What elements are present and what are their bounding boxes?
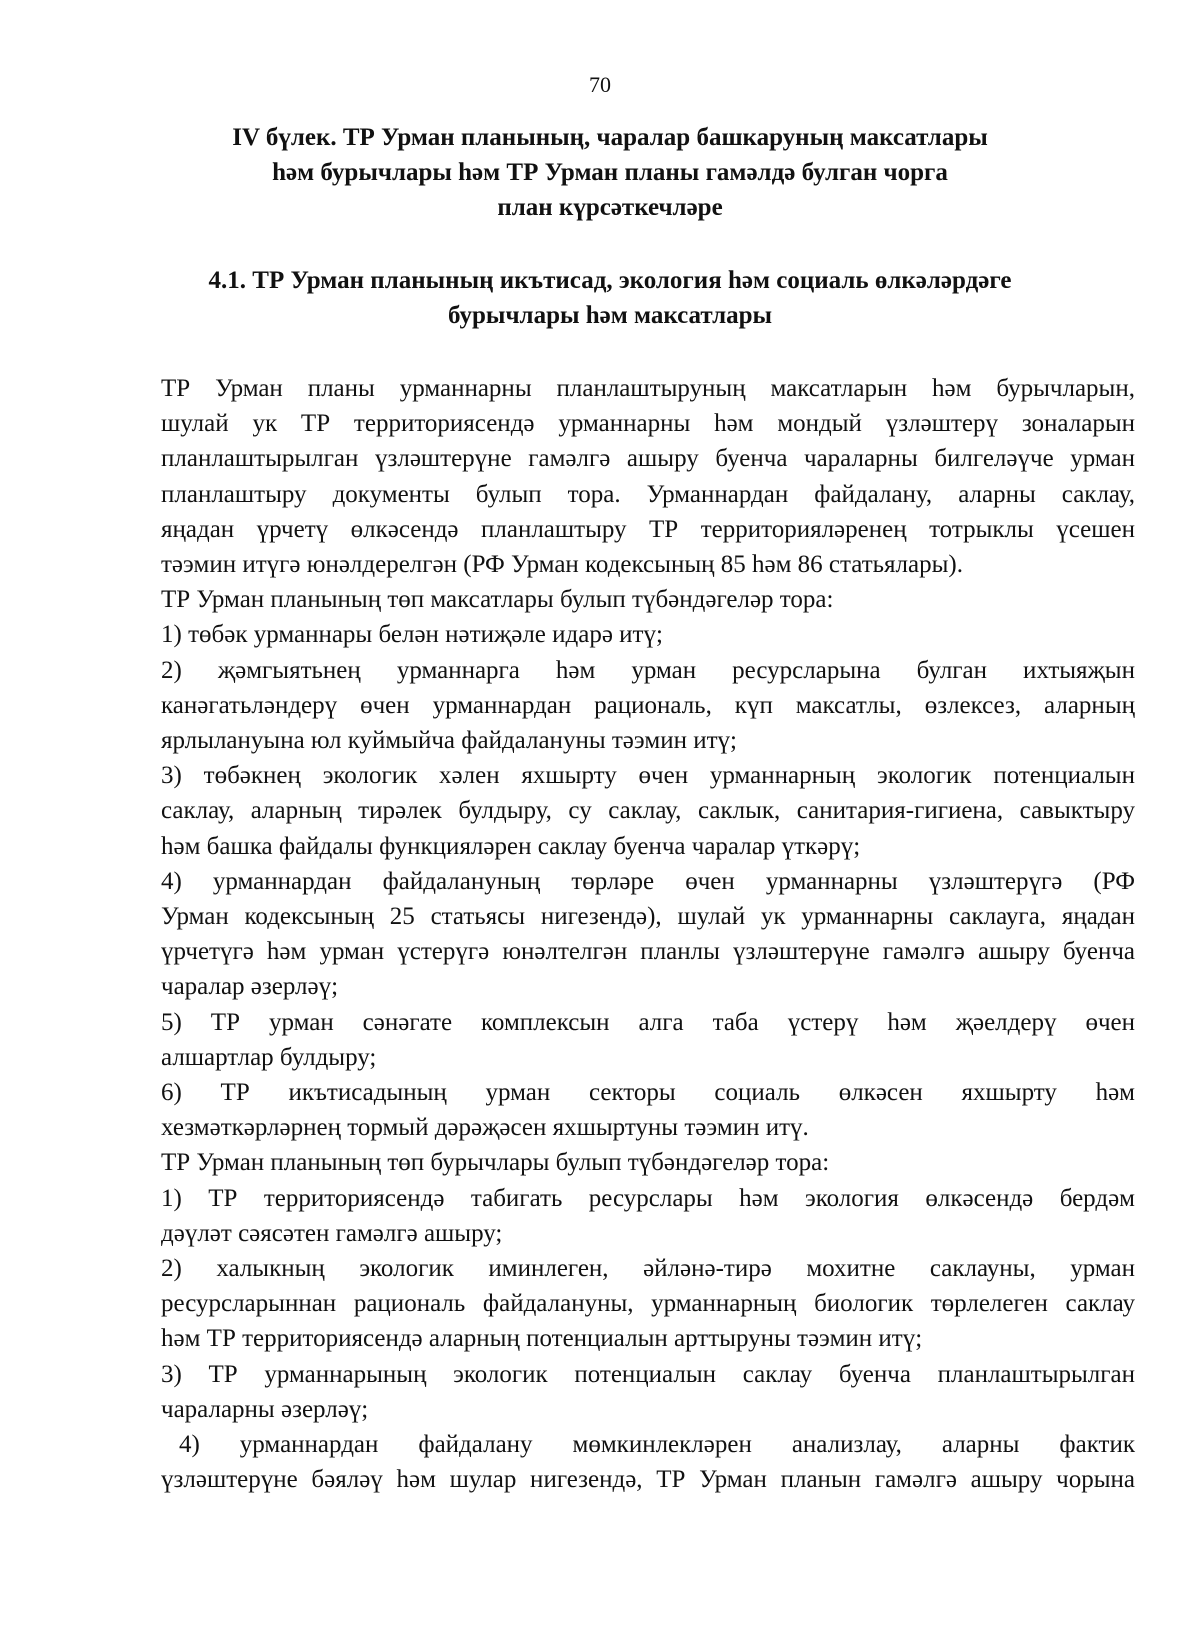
text-line: 2) халыкның экологик иминлеген, әйләнә-тирә мохитне саклауны, урман	[161, 1255, 1135, 1283]
text-line: 3) ТР урманнарының экологик потенциалын саклау буенча планлаштырылган	[161, 1360, 1135, 1388]
chapter-heading-line: план күрсәткечләре	[497, 194, 723, 221]
text-line: ТР Урман планының төп максатлары булып түбәндәгеләр тора:	[161, 586, 834, 614]
text-line: чараларны әзерләү;	[161, 1395, 369, 1423]
page-number: 70	[589, 72, 611, 97]
body-paragraph	[93, 1005, 1135, 1075]
text-line: 6) ТР икътисадының урман секторы социаль өлкәсен яхшырту һәм	[161, 1079, 1135, 1107]
chapter-heading	[90, 120, 1130, 225]
text-line: 1) төбәк урманнары белән нәтиҗәле идарә итү;	[161, 621, 663, 649]
text-line: Урман кодексының 25 статьясы нигезендә), шулай ук урманнарны саклауга, яңадан	[161, 903, 1135, 931]
text-line: планлаштыру документы булып тора. Урманнардан файдалану, аларны саклау,	[161, 480, 1135, 508]
text-line: 1) ТР территориясендә табигать ресурслары һәм экология өлкәсендә бердәм	[161, 1184, 1135, 1212]
text-line: канәгатьләндерү өчен урманнардан рациональ, күп максатлы, өзлексез, аларның	[161, 691, 1135, 719]
text-line: үзләштерүне бәяләү һәм шулар нигезендә, ТР Урман планын гамәлгә ашыру чорына	[161, 1466, 1135, 1494]
text-line: 3) төбәкнең экологик хәлен яхшырту өчен урманнарның экологик потенциалын	[161, 762, 1135, 790]
body-paragraph	[93, 864, 1135, 1005]
text-line: ТР Урман планының төп бурычлары булып түбәндәгеләр тора:	[161, 1149, 830, 1177]
text-line: дәүләт сәясәтен гамәлгә ашыру;	[161, 1219, 503, 1247]
text-line: ярлылануына юл куймыйча файдалануны тәэмин итү;	[161, 727, 737, 755]
body-paragraph	[93, 371, 1135, 582]
text-line: үрчетүгә һәм урман үстерүгә юнәлтелгән планлы үзләштерүне гамәлгә ашыру буенча	[161, 938, 1135, 966]
text-line: чаралар әзерләү;	[161, 973, 339, 1001]
text-line: 5) ТР урман сәнәгате комплексын алга таба үстерү һәм җәелдерү өчен	[161, 1008, 1135, 1036]
body-paragraph	[93, 1427, 1135, 1497]
body-paragraph	[93, 1075, 1135, 1145]
text-line: саклау, аларның тирәлек булдыру, су саклау, саклык, санитария-гигиена, савыктыру	[161, 797, 1135, 825]
body-paragraph	[93, 1145, 1135, 1180]
text-line: һәм башка файдалы функцияләрен саклау буенча чаралар үткәрү;	[161, 832, 861, 860]
text-line: ТР Урман планы урманнарны планлаштыруның максатларын һәм бурычларын,	[161, 375, 1135, 402]
section-heading-line: бурычлары һәм максатлары	[447, 302, 773, 329]
text-line: яңадан үрчетү өлкәсендә планлаштыру ТР территорияләренең тотрыклы үсешен	[161, 515, 1135, 543]
body-paragraph	[93, 758, 1135, 864]
text-line: ресурсларыннан рациональ файдалануны, урманнарның биологик төрлелеген саклау	[161, 1290, 1135, 1318]
body-text	[93, 371, 1135, 1498]
body-paragraph	[93, 1181, 1135, 1251]
body-paragraph	[93, 653, 1135, 759]
text-line: һәм ТР территориясендә аларның потенциалын арттыруны тәэмин итү;	[161, 1325, 923, 1353]
text-line: тәэмин итүгә юнәлдерелгән (РФ Урман кодексының 85 һәм 86 статьялары).	[161, 551, 963, 579]
body-paragraph	[93, 1251, 1135, 1357]
section-heading-line: 4.1. ТР Урман планының икътисад, экология һәм социаль өлкәләрдәге	[208, 267, 1012, 294]
body-paragraph	[93, 617, 1135, 652]
text-line: алшартлар булдыру;	[161, 1043, 377, 1071]
text-line: 2) җәмгыятьнең урманнарга һәм урман ресурсларына булган ихтыяҗын	[161, 656, 1135, 684]
section-heading	[90, 263, 1130, 333]
body-paragraph	[93, 582, 1135, 617]
text-line: планлаштырылган үзләштерүне гамәлгә ашыру буенча чараларны билгеләүче урман	[161, 445, 1135, 473]
text-line: шулай ук ТР территориясендә урманнарны һәм мондый үзләштерү зоналарын	[161, 410, 1135, 438]
text-line: 4) урманнардан файдалануның төрләре өчен урманнарны үзләштерүгә (РФ	[161, 867, 1135, 895]
chapter-heading-line: IV бүлек. ТР Урман планының, чаралар башкаруның максатлары	[232, 124, 988, 151]
text-line: хезмәткәрләрнең тормый дәрәҗәсен яхшыртуны тәэмин итү.	[161, 1114, 809, 1142]
text-line: 4) урманнардан файдалану мөмкинлекләрен анализлау, аларны фактик	[179, 1431, 1135, 1459]
body-paragraph	[93, 1357, 1135, 1427]
chapter-heading-line: һәм бурычлары һәм ТР Урман планы гамәлдә булган чорга	[272, 159, 948, 186]
